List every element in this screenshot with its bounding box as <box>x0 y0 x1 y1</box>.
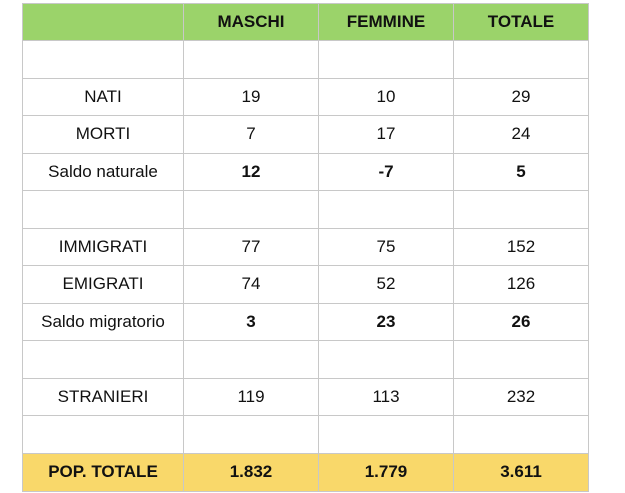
cell-totale: 126 <box>454 266 589 304</box>
cell-maschi <box>184 191 319 229</box>
cell-maschi: 119 <box>184 378 319 416</box>
cell-femmine: -7 <box>319 153 454 191</box>
cell-maschi: 77 <box>184 228 319 266</box>
table-row-nati <box>23 78 589 116</box>
footer-label: POP. TOTALE <box>23 453 184 491</box>
table-row-morti <box>23 116 589 154</box>
row-label <box>23 416 184 454</box>
cell-totale <box>454 416 589 454</box>
table-footer-row <box>23 453 589 491</box>
population-table <box>22 3 589 492</box>
footer-cell-femmine: 1.779 <box>319 453 454 491</box>
header-cell-femmine: FEMMINE <box>319 4 454 41</box>
row-label: STRANIERI <box>23 378 184 416</box>
cell-femmine: 52 <box>319 266 454 304</box>
cell-maschi <box>184 341 319 379</box>
table-row-spacer <box>23 41 589 79</box>
table-row-saldo-migratorio <box>23 303 589 341</box>
table-row-spacer <box>23 416 589 454</box>
cell-femmine: 10 <box>319 78 454 116</box>
cell-maschi: 3 <box>184 303 319 341</box>
row-label: EMIGRATI <box>23 266 184 304</box>
row-label <box>23 41 184 79</box>
cell-femmine <box>319 41 454 79</box>
table-row-immigrati <box>23 228 589 266</box>
cell-totale <box>454 191 589 229</box>
cell-maschi <box>184 41 319 79</box>
cell-maschi: 12 <box>184 153 319 191</box>
cell-maschi: 7 <box>184 116 319 154</box>
cell-totale: 232 <box>454 378 589 416</box>
table-row-spacer <box>23 341 589 379</box>
cell-maschi <box>184 416 319 454</box>
row-label: NATI <box>23 78 184 116</box>
header-cell-totale: TOTALE <box>454 4 589 41</box>
cell-totale <box>454 41 589 79</box>
table-row-saldo-naturale <box>23 153 589 191</box>
cell-femmine: 17 <box>319 116 454 154</box>
table-row-emigrati <box>23 266 589 304</box>
cell-totale: 152 <box>454 228 589 266</box>
row-label: IMMIGRATI <box>23 228 184 266</box>
cell-femmine: 113 <box>319 378 454 416</box>
cell-femmine: 75 <box>319 228 454 266</box>
footer-cell-totale: 3.611 <box>454 453 589 491</box>
cell-femmine <box>319 416 454 454</box>
cell-totale: 24 <box>454 116 589 154</box>
header-cell-maschi: MASCHI <box>184 4 319 41</box>
row-label <box>23 191 184 229</box>
cell-maschi: 74 <box>184 266 319 304</box>
table-header-row <box>23 4 589 41</box>
row-label: MORTI <box>23 116 184 154</box>
cell-maschi: 19 <box>184 78 319 116</box>
table-row-spacer <box>23 191 589 229</box>
cell-totale: 5 <box>454 153 589 191</box>
cell-totale: 26 <box>454 303 589 341</box>
row-label: Saldo naturale <box>23 153 184 191</box>
cell-totale <box>454 341 589 379</box>
table-row-stranieri <box>23 378 589 416</box>
row-label: Saldo migratorio <box>23 303 184 341</box>
cell-femmine <box>319 341 454 379</box>
cell-totale: 29 <box>454 78 589 116</box>
footer-cell-maschi: 1.832 <box>184 453 319 491</box>
header-cell-label <box>23 4 184 41</box>
cell-femmine: 23 <box>319 303 454 341</box>
row-label <box>23 341 184 379</box>
cell-femmine <box>319 191 454 229</box>
